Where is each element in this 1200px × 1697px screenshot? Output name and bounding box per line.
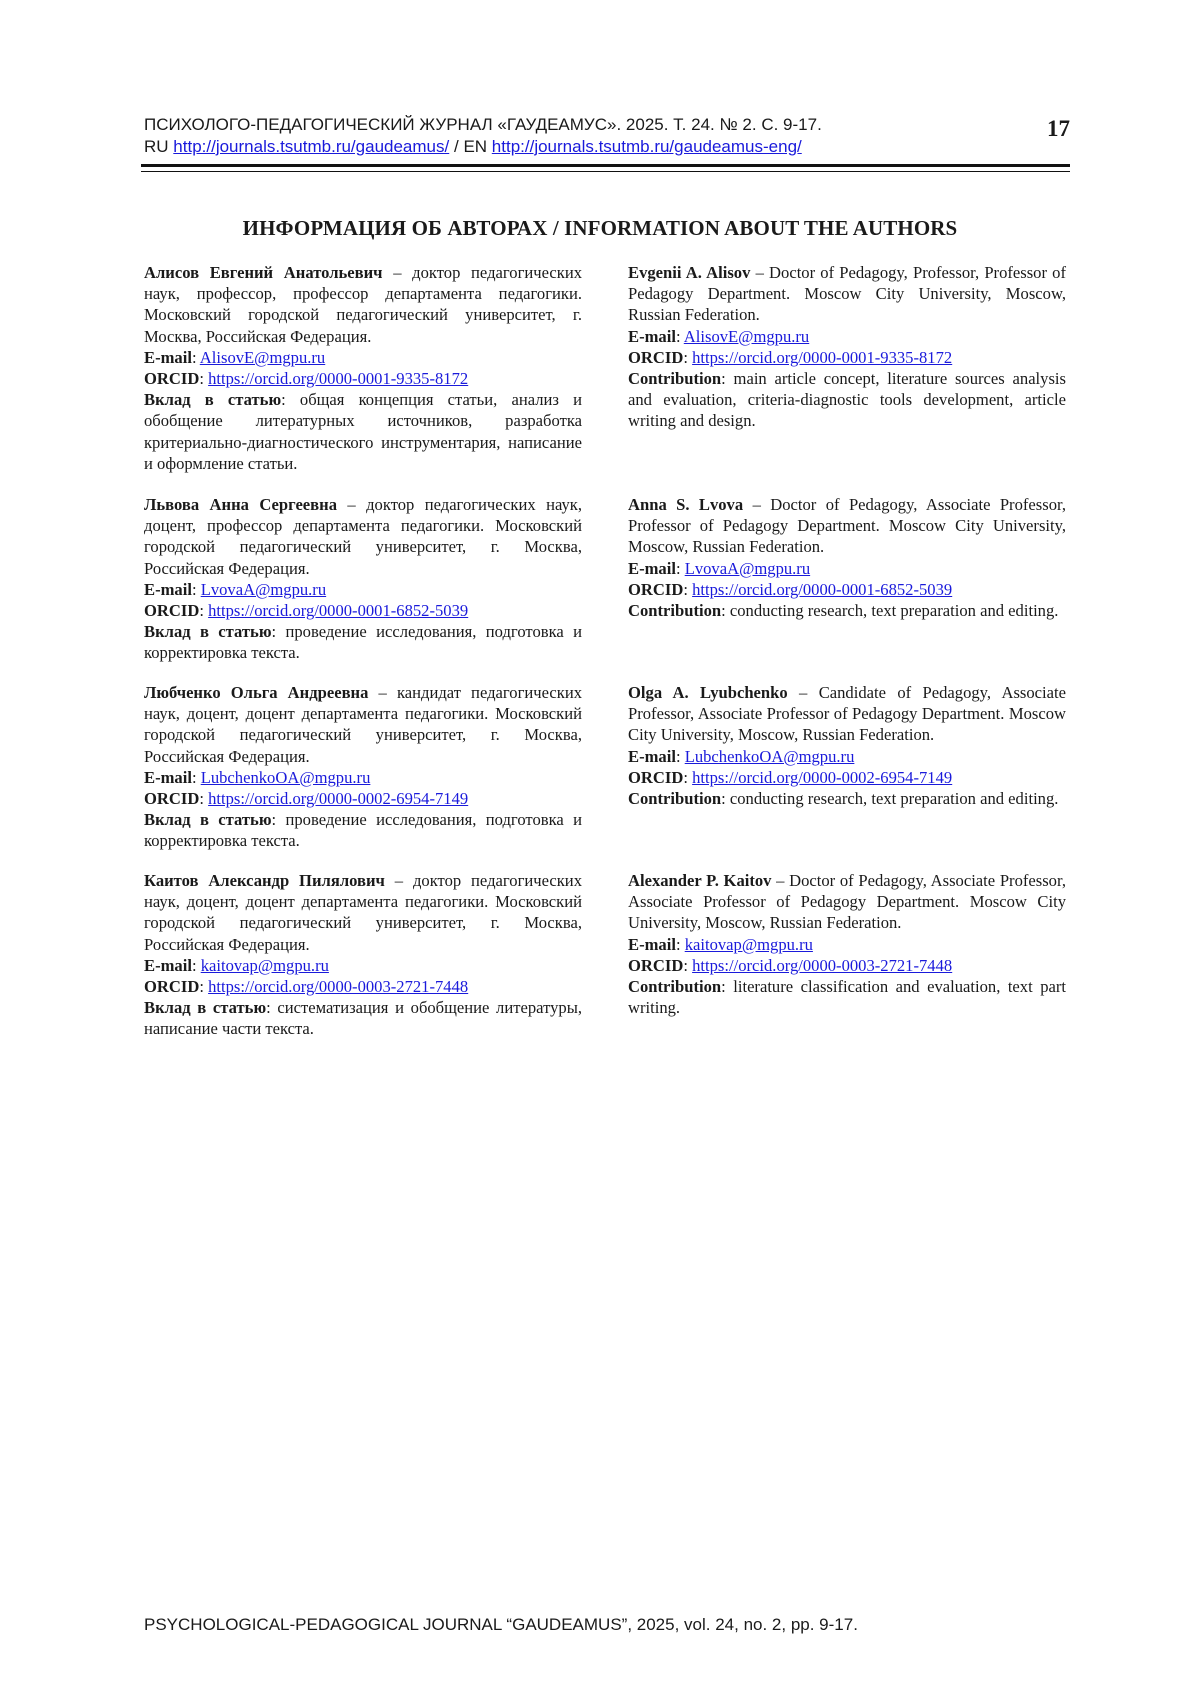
section-title: ИНФОРМАЦИЯ ОБ АВТОРАХ / INFORMATION ABOUT THE AUTHORS xyxy=(242,216,958,240)
author-entry-en xyxy=(628,870,1066,1018)
email-label: E-mail xyxy=(144,347,192,367)
email-line: E-mail: LubchenkoOA@mgpu.ru xyxy=(628,746,855,766)
contribution-label: Вклад в статью xyxy=(144,390,282,410)
orcid-label: ORCID xyxy=(628,347,684,367)
author-description: – Doctor of Pedagogy, Associate Professor, Professor of Pedagogy Department. Moscow City University, Moscow, Russian Federation. xyxy=(628,495,1066,557)
orcid-label: ORCID xyxy=(144,369,200,389)
ru-journal-link[interactable]: http://journals.tsutmb.ru/gaudeamus/ xyxy=(173,137,450,156)
author-bio xyxy=(628,682,1066,746)
email-line: E-mail: kaitovap@mgpu.ru xyxy=(628,934,813,954)
contribution-line xyxy=(144,809,582,851)
contribution-label: Вклад в статью xyxy=(144,622,272,642)
author-entry-ru xyxy=(144,682,582,852)
orcid-line: ORCID: https://orcid.org/0000-0001-6852-5039 xyxy=(144,601,469,621)
author-description: – доктор педагогических наук, профессор, профессор департамента педагогики. Московский городской педагогический университет, г. Москва, Российская Федерация. xyxy=(144,263,582,346)
author-bio xyxy=(144,682,582,767)
orcid-link[interactable]: https://orcid.org/0000-0001-9335-8172 xyxy=(208,369,469,389)
author-entry-ru xyxy=(144,262,582,474)
email-link[interactable]: AlisovE@mgpu.ru xyxy=(199,347,326,367)
contribution-text: : общая концепция статьи, анализ и обобщение литературных источников, разработка критериально-диагностического инструментария, написание и оформление статьи. xyxy=(144,390,582,473)
author-description: – доктор педагогических наук, доцент, доцент департамента педагогики. Московский городской педагогический университет, г. Москва, Российская Федерация. xyxy=(144,871,582,954)
author-description: – кандидат педагогических наук, доцент, доцент департамента педагогики. Московский городской педагогический университет, г. Москва, Российская Федерация. xyxy=(144,683,582,766)
orcid-link[interactable]: https://orcid.org/0000-0001-6852-5039 xyxy=(208,601,469,621)
author-name: Evgenii A. Alisov xyxy=(628,263,751,282)
en-journal-link[interactable]: http://journals.tsutmb.ru/gaudeamus-eng/ xyxy=(491,137,802,156)
header-rule-thin xyxy=(141,171,1070,172)
contribution-label: Contribution xyxy=(628,601,722,621)
author-entry-en xyxy=(628,494,1066,621)
email-line: E-mail: LvovaA@mgpu.ru xyxy=(628,558,811,578)
author-description: – Doctor of Pedagogy, Associate Professor, Associate Professor of Pedagogy Department. Moscow City University, Moscow, Russian Federation. xyxy=(628,871,1066,933)
en-prefix: EN xyxy=(463,137,488,156)
contribution-text: : систематизация и обобщение литературы, написание части текста. xyxy=(144,998,582,1039)
orcid-label: ORCID xyxy=(628,955,684,975)
email-label: E-mail xyxy=(628,746,676,766)
author-entry-en xyxy=(628,682,1066,809)
header-rule-thick xyxy=(141,164,1070,167)
email-link[interactable]: kaitovap@mgpu.ru xyxy=(684,934,813,954)
orcid-link[interactable]: https://orcid.org/0000-0002-6954-7149 xyxy=(692,767,953,787)
author-description: – Candidate of Pedagogy, Associate Professor, Associate Professor of Pedagogy Department. Moscow City University, Moscow, Russian Federation. xyxy=(628,683,1066,745)
author-description: – доктор педагогических наук, доцент, профессор департамента педагогики. Московский городской педагогический университет, г. Москва, Российская Федерация. xyxy=(144,495,582,578)
contribution-label: Вклад в статью xyxy=(144,810,272,830)
contribution-text: : conducting research, text preparation and editing. xyxy=(721,789,1059,809)
orcid-link[interactable]: https://orcid.org/0000-0001-6852-5039 xyxy=(692,579,953,599)
email-link[interactable]: AlisovE@mgpu.ru xyxy=(683,326,810,346)
orcid-label: ORCID xyxy=(144,977,200,997)
author-name: Alexander P. Kaitov xyxy=(628,871,772,890)
email-label: E-mail xyxy=(144,767,192,787)
journal-links xyxy=(144,136,1068,158)
contribution-label: Вклад в статью xyxy=(144,998,267,1018)
email-link[interactable]: LubchenkoOA@mgpu.ru xyxy=(684,746,855,766)
email-label: E-mail xyxy=(628,326,676,346)
orcid-link[interactable]: https://orcid.org/0000-0003-2721-7448 xyxy=(692,955,953,975)
email-label: E-mail xyxy=(628,558,676,578)
email-line: E-mail: LvovaA@mgpu.ru xyxy=(144,579,327,599)
contribution-text: : main article concept, literature sources analysis and evaluation, criteria-diagnostic tools development, article writing and design. xyxy=(628,369,1066,431)
contribution-label: Contribution xyxy=(628,369,722,389)
contribution-line xyxy=(144,997,582,1039)
journal-citation: ПСИХОЛОГО-ПЕДАГОГИЧЕСКИЙ ЖУРНАЛ «ГАУДЕАМУС». 2025. Т. 24. № 2. С. 9-17. xyxy=(144,115,822,134)
contribution-line xyxy=(144,389,582,474)
orcid-line: ORCID: https://orcid.org/0000-0002-6954-7149 xyxy=(628,767,953,787)
contribution-text: : проведение исследования, подготовка и корректировка текста. xyxy=(144,810,582,851)
orcid-line: ORCID: https://orcid.org/0000-0003-2721-7448 xyxy=(628,955,953,975)
contribution-text: : conducting research, text preparation and editing. xyxy=(721,601,1059,621)
email-line: E-mail: AlisovE@mgpu.ru xyxy=(144,347,326,367)
email-line: E-mail: LubchenkoOA@mgpu.ru xyxy=(144,767,371,787)
author-entry-en xyxy=(628,262,1066,432)
contribution-line xyxy=(144,621,582,663)
author-name: Львова Анна Сергеевна xyxy=(144,495,337,514)
contribution-line xyxy=(628,788,1066,809)
email-link[interactable]: LvovaA@mgpu.ru xyxy=(684,558,811,578)
email-label: E-mail xyxy=(144,579,192,599)
footer-citation: PSYCHOLOGICAL-PEDAGOGICAL JOURNAL “GAUDEAMUS”, 2025, vol. 24, no. 2, pp. 9-17. xyxy=(144,1615,858,1634)
author-name: Olga A. Lyubchenko xyxy=(628,683,788,702)
author-name: Любченко Ольга Андреевна xyxy=(144,683,369,702)
email-link[interactable]: LubchenkoOA@mgpu.ru xyxy=(200,767,371,787)
author-entry-ru xyxy=(144,494,582,664)
orcid-line: ORCID: https://orcid.org/0000-0003-2721-7448 xyxy=(144,977,469,997)
author-bio xyxy=(628,262,1066,326)
author-name: Алисов Евгений Анатольевич xyxy=(144,263,383,282)
author-bio xyxy=(144,262,582,347)
orcid-line: ORCID: https://orcid.org/0000-0002-6954-7149 xyxy=(144,789,469,809)
orcid-line: ORCID: https://orcid.org/0000-0001-9335-8172 xyxy=(628,347,953,367)
orcid-label: ORCID xyxy=(628,579,684,599)
contribution-line xyxy=(628,368,1066,432)
author-name: Каитов Александр Пилялович xyxy=(144,871,385,890)
contribution-text: : literature classification and evaluation, text part writing. xyxy=(628,977,1066,1018)
orcid-label: ORCID xyxy=(144,601,200,621)
ru-prefix: RU xyxy=(144,137,169,156)
orcid-link[interactable]: https://orcid.org/0000-0003-2721-7448 xyxy=(208,977,469,997)
author-bio xyxy=(628,494,1066,558)
author-bio xyxy=(144,870,582,955)
author-name: Anna S. Lvova xyxy=(628,495,744,514)
orcid-line: ORCID: https://orcid.org/0000-0001-9335-8172 xyxy=(144,369,469,389)
orcid-link[interactable]: https://orcid.org/0000-0002-6954-7149 xyxy=(208,789,469,809)
contribution-label: Contribution xyxy=(628,977,722,997)
email-label: E-mail xyxy=(628,934,676,954)
contribution-line xyxy=(628,976,1066,1018)
orcid-link[interactable]: https://orcid.org/0000-0001-9335-8172 xyxy=(692,347,953,367)
email-line: E-mail: kaitovap@mgpu.ru xyxy=(144,955,329,975)
author-entry-ru xyxy=(144,870,582,1040)
link-separator: / xyxy=(453,137,459,156)
contribution-label: Contribution xyxy=(628,789,722,809)
author-description: – Doctor of Pedagogy, Professor, Professor of Pedagogy Department. Moscow City University, Moscow, Russian Federation. xyxy=(628,263,1066,325)
contribution-line xyxy=(628,600,1066,621)
contribution-text: : проведение исследования, подготовка и корректировка текста. xyxy=(144,622,582,663)
author-bio xyxy=(628,870,1066,934)
running-head xyxy=(144,114,1068,158)
author-bio xyxy=(144,494,582,579)
email-link[interactable]: LvovaA@mgpu.ru xyxy=(200,579,327,599)
orcid-line: ORCID: https://orcid.org/0000-0001-6852-5039 xyxy=(628,579,953,599)
orcid-label: ORCID xyxy=(144,789,200,809)
email-line: E-mail: AlisovE@mgpu.ru xyxy=(628,326,810,346)
orcid-label: ORCID xyxy=(628,767,684,787)
email-link[interactable]: kaitovap@mgpu.ru xyxy=(200,955,329,975)
email-label: E-mail xyxy=(144,955,192,975)
page-number: 17 xyxy=(1047,116,1070,141)
